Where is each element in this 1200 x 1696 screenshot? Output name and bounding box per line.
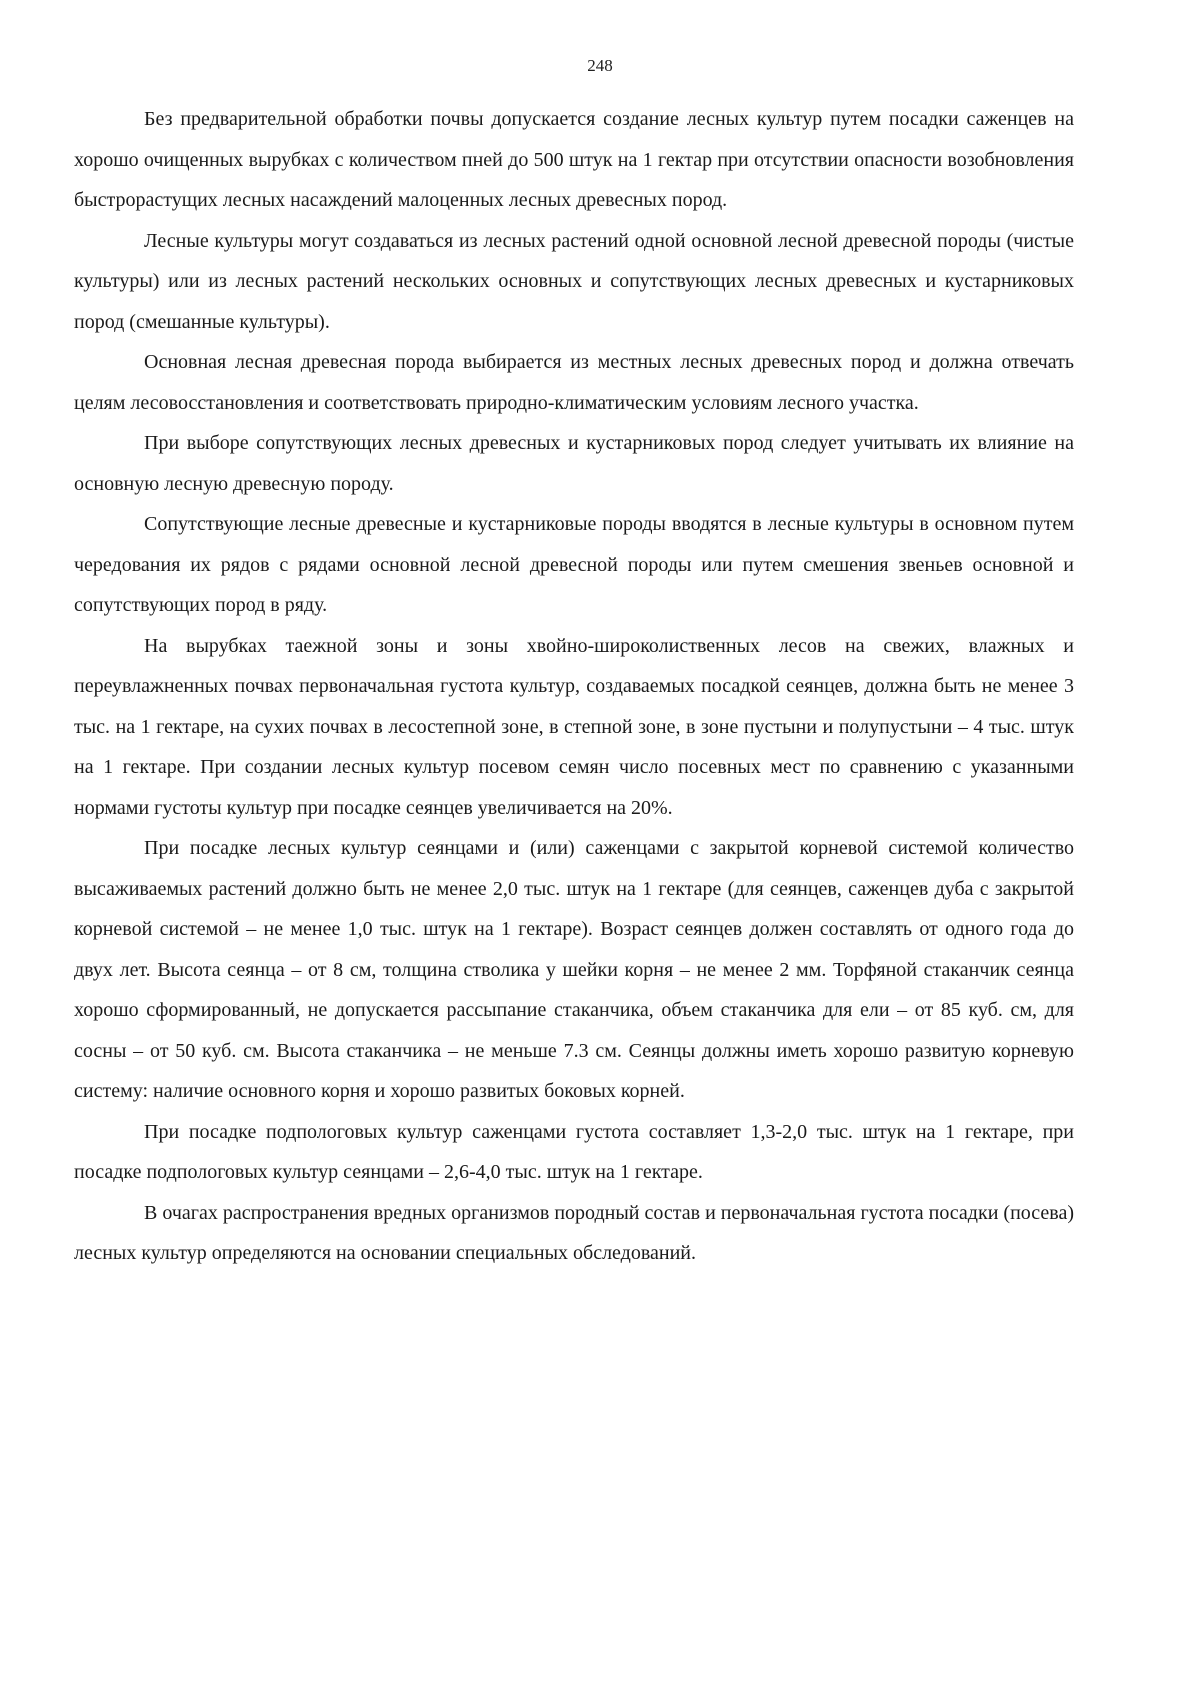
paragraph: При посадке подпологовых культур саженцами густота составляет 1,3-2,0 тыс. штук на 1 гектаре, при посадке подпологовых культур сеянцами – 2,6-4,0 тыс. штук на 1 гектаре. (74, 1120, 1074, 1183)
paragraph: Сопутствующие лесные древесные и кустарниковые породы вводятся в лесные культуры в основном путем чередования их рядов с рядами основной лесной древесной породы или путем смешения звеньев основной и сопутствующих пород в ряду. (74, 513, 1074, 616)
paragraph: Лесные культуры могут создаваться из лесных растений одной основной лесной древесной породы (чистые культуры) или из лесных растений нескольких основных и сопутствующих лесных древесных и кустарниковых пород (смешанные культуры). (74, 229, 1074, 333)
paragraph: При посадке лесных культур сеянцами и (или) саженцами с закрытой корневой системой количество высаживаемых растений должно быть не менее 2,0 тыс. штук на 1 гектаре (для сеянцев, саженцев дуба с закрытой корневой системой – не менее 1,0 тыс. штук на 1 гектаре). Возраст сеянцев должен составлять от одного года до двух лет. Высота сеянца – от 8 см, толщина стволика у шейки корня – не менее 2 мм. Торфяной стаканчик сеянца хорошо сформированный, не допускается рассыпание стаканчика, объем стаканчика для ели – от 85 куб. см, для сосны – от 50 куб. см. Высота стаканчика – не меньше 7.3 см. Сеянцы должны иметь хорошо развитую корневую систему: наличие основного корня и хорошо развитых боковых корней. (74, 837, 1074, 1102)
paragraph: Без предварительной обработки почвы допускается создание лесных культур путем посадки саженцев на хорошо очищенных вырубках с количеством пней до 500 штук на 1 гектар при отсутствии опасности возобновления быстрорастущих лесных насаждений малоценных лесных древесных пород. (74, 108, 1074, 211)
paragraph: При выборе сопутствующих лесных древесных и кустарниковых пород следует учитывать их влияние на основную лесную древесную породу. (74, 432, 1074, 495)
document-body (74, 99, 1074, 1274)
paragraph: В очагах распространения вредных организмов породный состав и первоначальная густота посадки (посева) лесных культур определяются на основании специальных обследований. (74, 1201, 1074, 1264)
page-number: 248 (587, 56, 613, 75)
paragraph: На вырубках таежной зоны и зоны хвойно-широколиственных лесов на свежих, влажных и переувлажненных почвах первоначальная густота культур, создаваемых посадкой сеянцев, должна быть не менее 3 тыс. на 1 гектаре, на сухих почвах в лесостепной зоне, в степной зоне, в зоне пустыни и полупустыни – 4 тыс. штук на 1 гектаре. При создании лесных культур посевом семян число посевных мест по сравнению с указанными нормами густоты культур при посадке сеянцев увеличивается на 20%. (74, 634, 1074, 819)
paragraph: Основная лесная древесная порода выбирается из местных лесных древесных пород и должна отвечать целям лесовосстановления и соответствовать природно-климатическим условиям лесного участка. (74, 351, 1074, 414)
